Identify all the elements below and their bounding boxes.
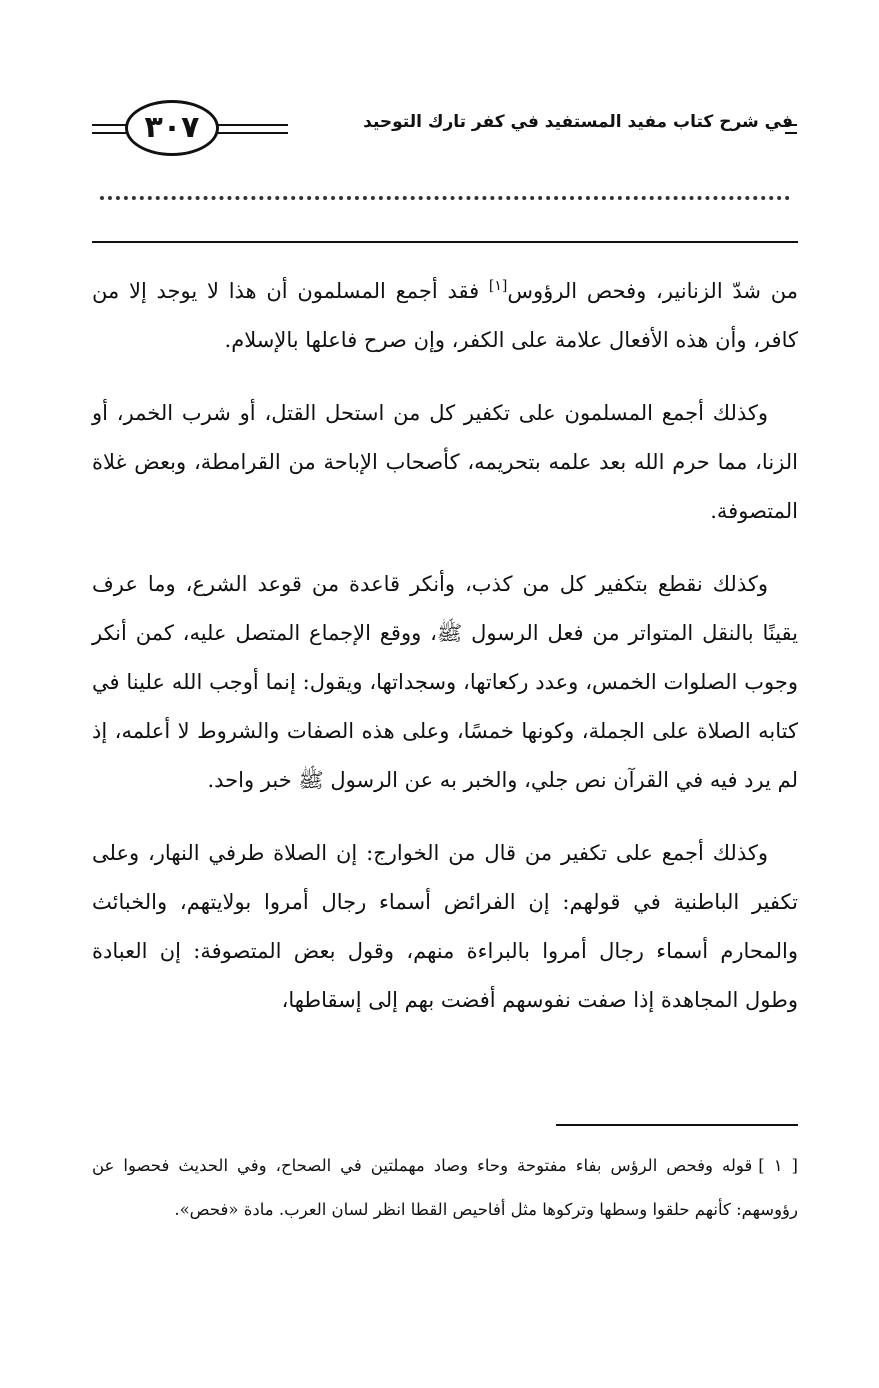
main-text — [92, 262, 798, 1049]
paragraph-4: وكذلك أجمع على تكفير من قال من الخوارج: إن الصلاة طرفي النهار، وعلى تكفير الباطنية في قولهم: إن الفرائض أسماء رجال أمروا بولايتهم، والخبائث والمحارم أسماء رجال أمروا بالبراءة منهم، وقول بعض المتصوفة: إن العبادة وطول المجاهدة إذا صفت نفوسهم أفضت بهم إلى إسقاطها، — [92, 841, 798, 1012]
footnote-entry — [92, 1144, 798, 1232]
footnote-reference: [١] — [488, 278, 508, 294]
paragraph-1 — [92, 262, 798, 365]
dotted-separator — [100, 196, 790, 200]
footnote-rule — [556, 1124, 798, 1126]
paragraph-1-rest: فقد أجمع المسلمون أن هذا لا يوجد إلا من كافر، وأن هذه الأفعال علامة على الكفر، وإن صرح فاعلها بالإسلام. — [92, 279, 798, 352]
paragraph-2: وكذلك أجمع المسلمون على تكفير كل من استحل القتل، أو شرب الخمر، أو الزنا، مما حرم الله بعد علمه بتحريمه، كأصحاب الإباحة من القرامطة، وبعض غلاة المتصوفة. — [92, 401, 798, 523]
running-title: في شرح كتاب مفيد المستفيد في كفر تارك التوحيد — [363, 112, 793, 132]
paragraph-3: وكذلك نقطع بتكفير كل من كذب، وأنكر قاعدة من قوعد الشرع، وما عرف يقينًا بالنقل المتواتر من فعل الرسول ﷺ، ووقع الإجماع المتصل عليه، كمن أنكر وجوب الصلوات الخمس، وعدد ركعاتها، وسجداتها، ويقول: إنما أوجب الله علينا في كتابه الصلاة على الجملة، وكونها خمسًا، وعلى هذه الصفات والشروط لا أعلمه، إذ لم يرد فيه في القرآن نص جلي، والخبر به عن الرسول ﷺ خبر واحد. — [92, 572, 798, 792]
top-rule — [92, 241, 798, 243]
paragraph-1-start: من شدّ الزنانير، وفحص الرؤوس — [507, 279, 798, 303]
header-rule-right — [216, 124, 288, 134]
header-rule-left — [92, 124, 128, 134]
footnote-marker: [ ١ ] — [758, 1156, 798, 1175]
footnote — [92, 1144, 798, 1232]
footnote-text: قوله وفحص الرؤس بفاء مفتوحة وحاء وصاد مهملتين في الصحاح، وفي الحديث فحصوا عن رؤوسهم: كأنهم حلقوا وسطها وتركوها مثل أفاحيص القطا انظر لسان العرب. مادة «فحص». — [92, 1156, 798, 1219]
page-number: ٣٠٧ — [125, 100, 219, 156]
